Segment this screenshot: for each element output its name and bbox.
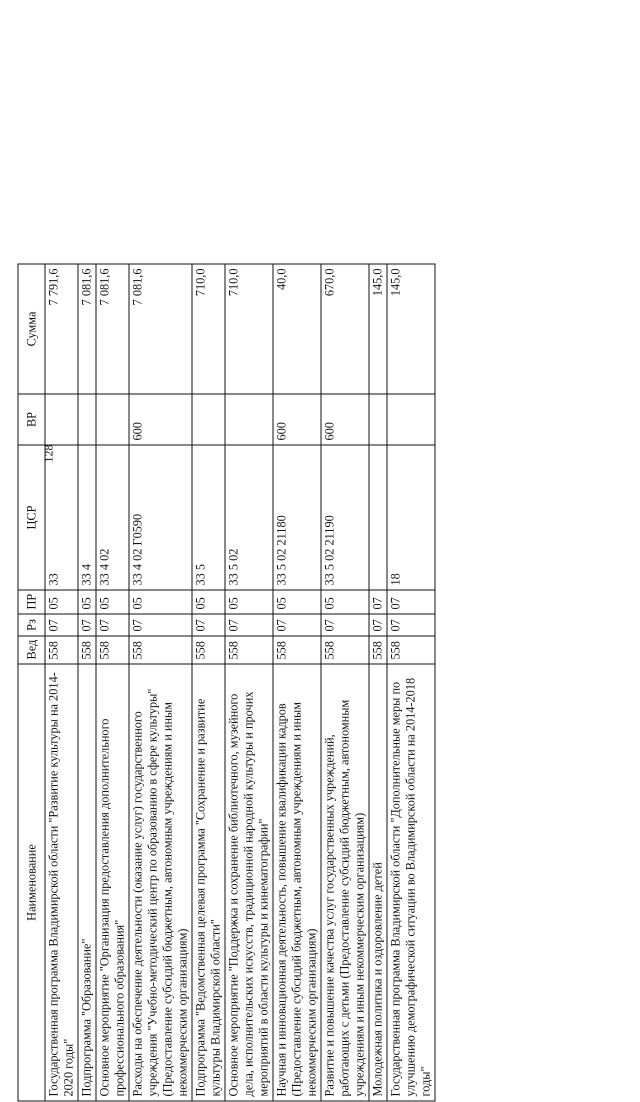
cell-name: Научная и инновационная деятельность, повышение квалификации кадров (Предоставление субсидий бюджетным, автономным учреждениям и иным некоммерческим организациям) <box>273 664 321 1101</box>
cell-ved: 558 <box>45 636 78 664</box>
cell-rz: 07 <box>321 614 369 636</box>
cell-ved: 558 <box>321 636 369 664</box>
cell-pr: 05 <box>45 590 78 614</box>
cell-sum: 7 081,6 <box>96 264 129 394</box>
cell-csr: 18 <box>387 445 435 590</box>
header-csr: ЦСР <box>18 445 45 590</box>
cell-csr: 33 <box>45 445 78 590</box>
cell-vr: 600 <box>321 394 369 445</box>
table-row <box>45 264 78 1101</box>
cell-ved: 558 <box>369 636 387 664</box>
cell-pr: 05 <box>273 590 321 614</box>
table-row <box>273 264 321 1101</box>
cell-name: Подпрограмма "Образование" <box>78 664 96 1101</box>
table-row <box>387 264 435 1101</box>
table-row <box>192 264 225 1101</box>
cell-name: Государственная программа Владимирской области "Дополнительные меры по улучшению демографической ситуации во Владимирской области на 2014-2018 годы" <box>387 664 435 1101</box>
cell-sum: 7 791,6 <box>45 264 78 394</box>
budget-table <box>18 264 436 1102</box>
cell-ved: 558 <box>273 636 321 664</box>
cell-pr: 05 <box>78 590 96 614</box>
cell-rz: 07 <box>96 614 129 636</box>
table-row <box>96 264 129 1101</box>
header-vr: ВР <box>18 394 45 445</box>
cell-rz: 07 <box>129 614 192 636</box>
budget-table-page <box>18 265 548 1102</box>
cell-vr <box>96 394 129 445</box>
cell-pr: 05 <box>225 590 273 614</box>
cell-name: Расходы на обеспечение деятельности (оказание услуг) государственного учреждения "Учебно-методический центр по образованию в сфере культуры" (Предоставление субсидий бюджетным, автономным учреждениям и иным некоммерческим организациям) <box>129 664 192 1101</box>
cell-vr <box>78 394 96 445</box>
cell-csr <box>369 445 387 590</box>
cell-csr: 33 5 02 <box>225 445 273 590</box>
cell-pr: 07 <box>369 590 387 614</box>
cell-ved: 558 <box>96 636 129 664</box>
header-ved: Вед <box>18 636 45 664</box>
cell-csr: 33 4 02 <box>96 445 129 590</box>
header-pr: ПР <box>18 590 45 614</box>
cell-sum: 145,0 <box>369 264 387 394</box>
cell-vr <box>192 394 225 445</box>
cell-sum: 145,0 <box>387 264 435 394</box>
cell-csr: 33 4 <box>78 445 96 590</box>
cell-ved: 558 <box>225 636 273 664</box>
header-name: Наименование <box>18 664 45 1101</box>
cell-rz: 07 <box>225 614 273 636</box>
cell-sum: 670,0 <box>321 264 369 394</box>
table-row <box>78 264 96 1101</box>
cell-pr: 07 <box>387 590 435 614</box>
cell-rz: 07 <box>273 614 321 636</box>
cell-pr: 05 <box>321 590 369 614</box>
cell-vr <box>369 394 387 445</box>
cell-csr: 33 5 <box>192 445 225 590</box>
page-number: 128 <box>41 444 56 463</box>
cell-vr: 600 <box>129 394 192 445</box>
cell-ved: 558 <box>129 636 192 664</box>
cell-vr <box>387 394 435 445</box>
table-row <box>369 264 387 1101</box>
cell-vr <box>45 394 78 445</box>
table-row <box>321 264 369 1101</box>
cell-pr: 05 <box>129 590 192 614</box>
cell-ved: 558 <box>192 636 225 664</box>
header-rz: Рз <box>18 614 45 636</box>
table-row <box>129 264 192 1101</box>
cell-rz: 07 <box>192 614 225 636</box>
cell-rz: 07 <box>45 614 78 636</box>
cell-ved: 558 <box>387 636 435 664</box>
cell-csr: 33 4 02 Г0590 <box>129 445 192 590</box>
table-header-row <box>18 264 45 1101</box>
cell-name: Государственная программа Владимирской области "Развитие культуры на 2014-2020 годы" <box>45 664 78 1101</box>
cell-rz: 07 <box>387 614 435 636</box>
cell-pr: 05 <box>192 590 225 614</box>
cell-name: Развитие и повышение качества услуг государственных учреждений, работающих с детьми (Предоставление субсидий бюджетным, автономным учреждениям и иным некоммерческим организациям) <box>321 664 369 1101</box>
cell-name: Молодежная политика и оздоровление детей <box>369 664 387 1101</box>
cell-sum: 40,0 <box>273 264 321 394</box>
cell-sum: 7 081,6 <box>129 264 192 394</box>
cell-csr: 33 5 02 21190 <box>321 445 369 590</box>
cell-csr: 33 5 02 21180 <box>273 445 321 590</box>
cell-vr <box>225 394 273 445</box>
cell-sum: 7 081,6 <box>78 264 96 394</box>
cell-ved: 558 <box>78 636 96 664</box>
cell-vr: 600 <box>273 394 321 445</box>
header-sum: Сумма <box>18 264 45 394</box>
cell-rz: 07 <box>369 614 387 636</box>
cell-sum: 710,0 <box>225 264 273 394</box>
cell-name: Подпрограмма "Ведомственная целевая программа "Сохранение и развитие культуры Владимирской области" <box>192 664 225 1101</box>
cell-sum: 710,0 <box>192 264 225 394</box>
cell-rz: 07 <box>78 614 96 636</box>
cell-pr: 05 <box>96 590 129 614</box>
table-row <box>225 264 273 1101</box>
cell-name: Основное мероприятие "Поддержка и сохранение библиотечного, музейного дела, исполнительских искусств, традиционной народной культуры и прочих мероприятий в области культуры и кинематографии" <box>225 664 273 1101</box>
cell-name: Основное мероприятие "Организация предоставления дополнительного профессионального образования" <box>96 664 129 1101</box>
